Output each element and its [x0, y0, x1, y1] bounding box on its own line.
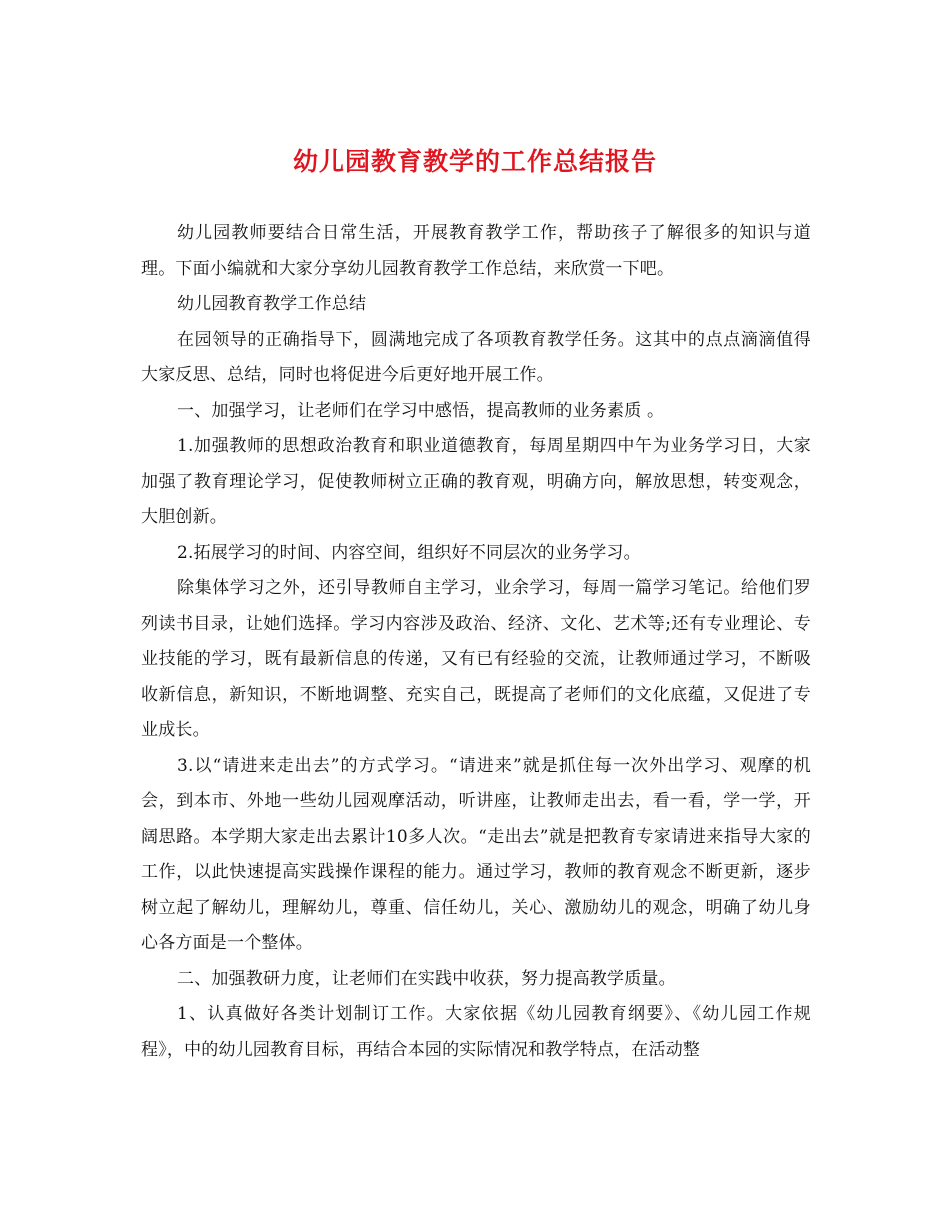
paragraph-intro: 幼儿园教师要结合日常生活，开展教育教学工作，帮助孩子了解很多的知识与道理。下面小编就和大家分享幼儿园教育教学工作总结，来欣赏一下吧。	[141, 223, 811, 279]
paragraph-overview: 在园领导的正确指导下，圆满地完成了各项教育教学任务。这其中的点点滴滴值得大家反思、总结，同时也将促进今后更好地开展工作。	[141, 329, 811, 385]
document-title: 幼儿园教育教学的工作总结报告	[292, 147, 657, 176]
paragraph-subtitle: 幼儿园教育教学工作总结	[177, 294, 367, 314]
document-body	[141, 216, 811, 1068]
section-heading-1: 一、加强学习，让老师们在学习中感悟，提高教师的业务素质 。	[177, 400, 665, 421]
paragraph-item-3: 3.以“请进来走出去”的方式学习。“请进来”就是抓住每一次外出学习、观摩的机会，到本市、外地一些幼儿园观摩活动，听讲座，让教师走出去，看一看，学一学，开阔思路。本学期大家走出去累计10多人次。“走出去”就是把教育专家请进来指导大家的工作，以此快速提高实践操作课程的能力。通过学习，教师的教育观念不断更新，逐步树立起了解幼儿，理解幼儿，尊重、信任幼儿，关心、激励幼儿的观念，明确了幼儿身心各方面是一个整体。	[141, 755, 811, 953]
paragraph-item-2: 2.拓展学习的时间、内容空间，组织好不同层次的业务学习。	[177, 542, 641, 563]
paragraph-item-2-detail: 除集体学习之外，还引导教师自主学习，业余学习，每周一篇学习笔记。给他们罗列读书目录，让她们选择。学习内容涉及政治、经济、文化、艺术等;还有专业理论、专业技能的学习，既有最新信息的传递，又有已有经验的交流，让教师通过学习，不断吸收新信息，新知识，不断地调整、充实自己，既提高了老师们的文化底蕴，又促进了专业成长。	[141, 578, 811, 740]
paragraph-item-1: 1.加强教师的思想政治教育和职业道德教育，每周星期四中午为业务学习日，大家加强了教育理论学习，促使教师树立正确的教育观，明确方向，解放思想，转变观念，大胆创新。	[141, 436, 811, 527]
section-heading-2: 二、加强教研力度，让老师们在实践中收获，努力提高教学质量。	[177, 968, 676, 989]
paragraph-section-2-item-1: 1、认真做好各类计划制订工作。大家依据《幼儿园教育纲要》、《幼儿园工作规程》，中的幼儿园教育目标，再结合本园的实际情况和教学特点，在活动整	[141, 1004, 811, 1060]
